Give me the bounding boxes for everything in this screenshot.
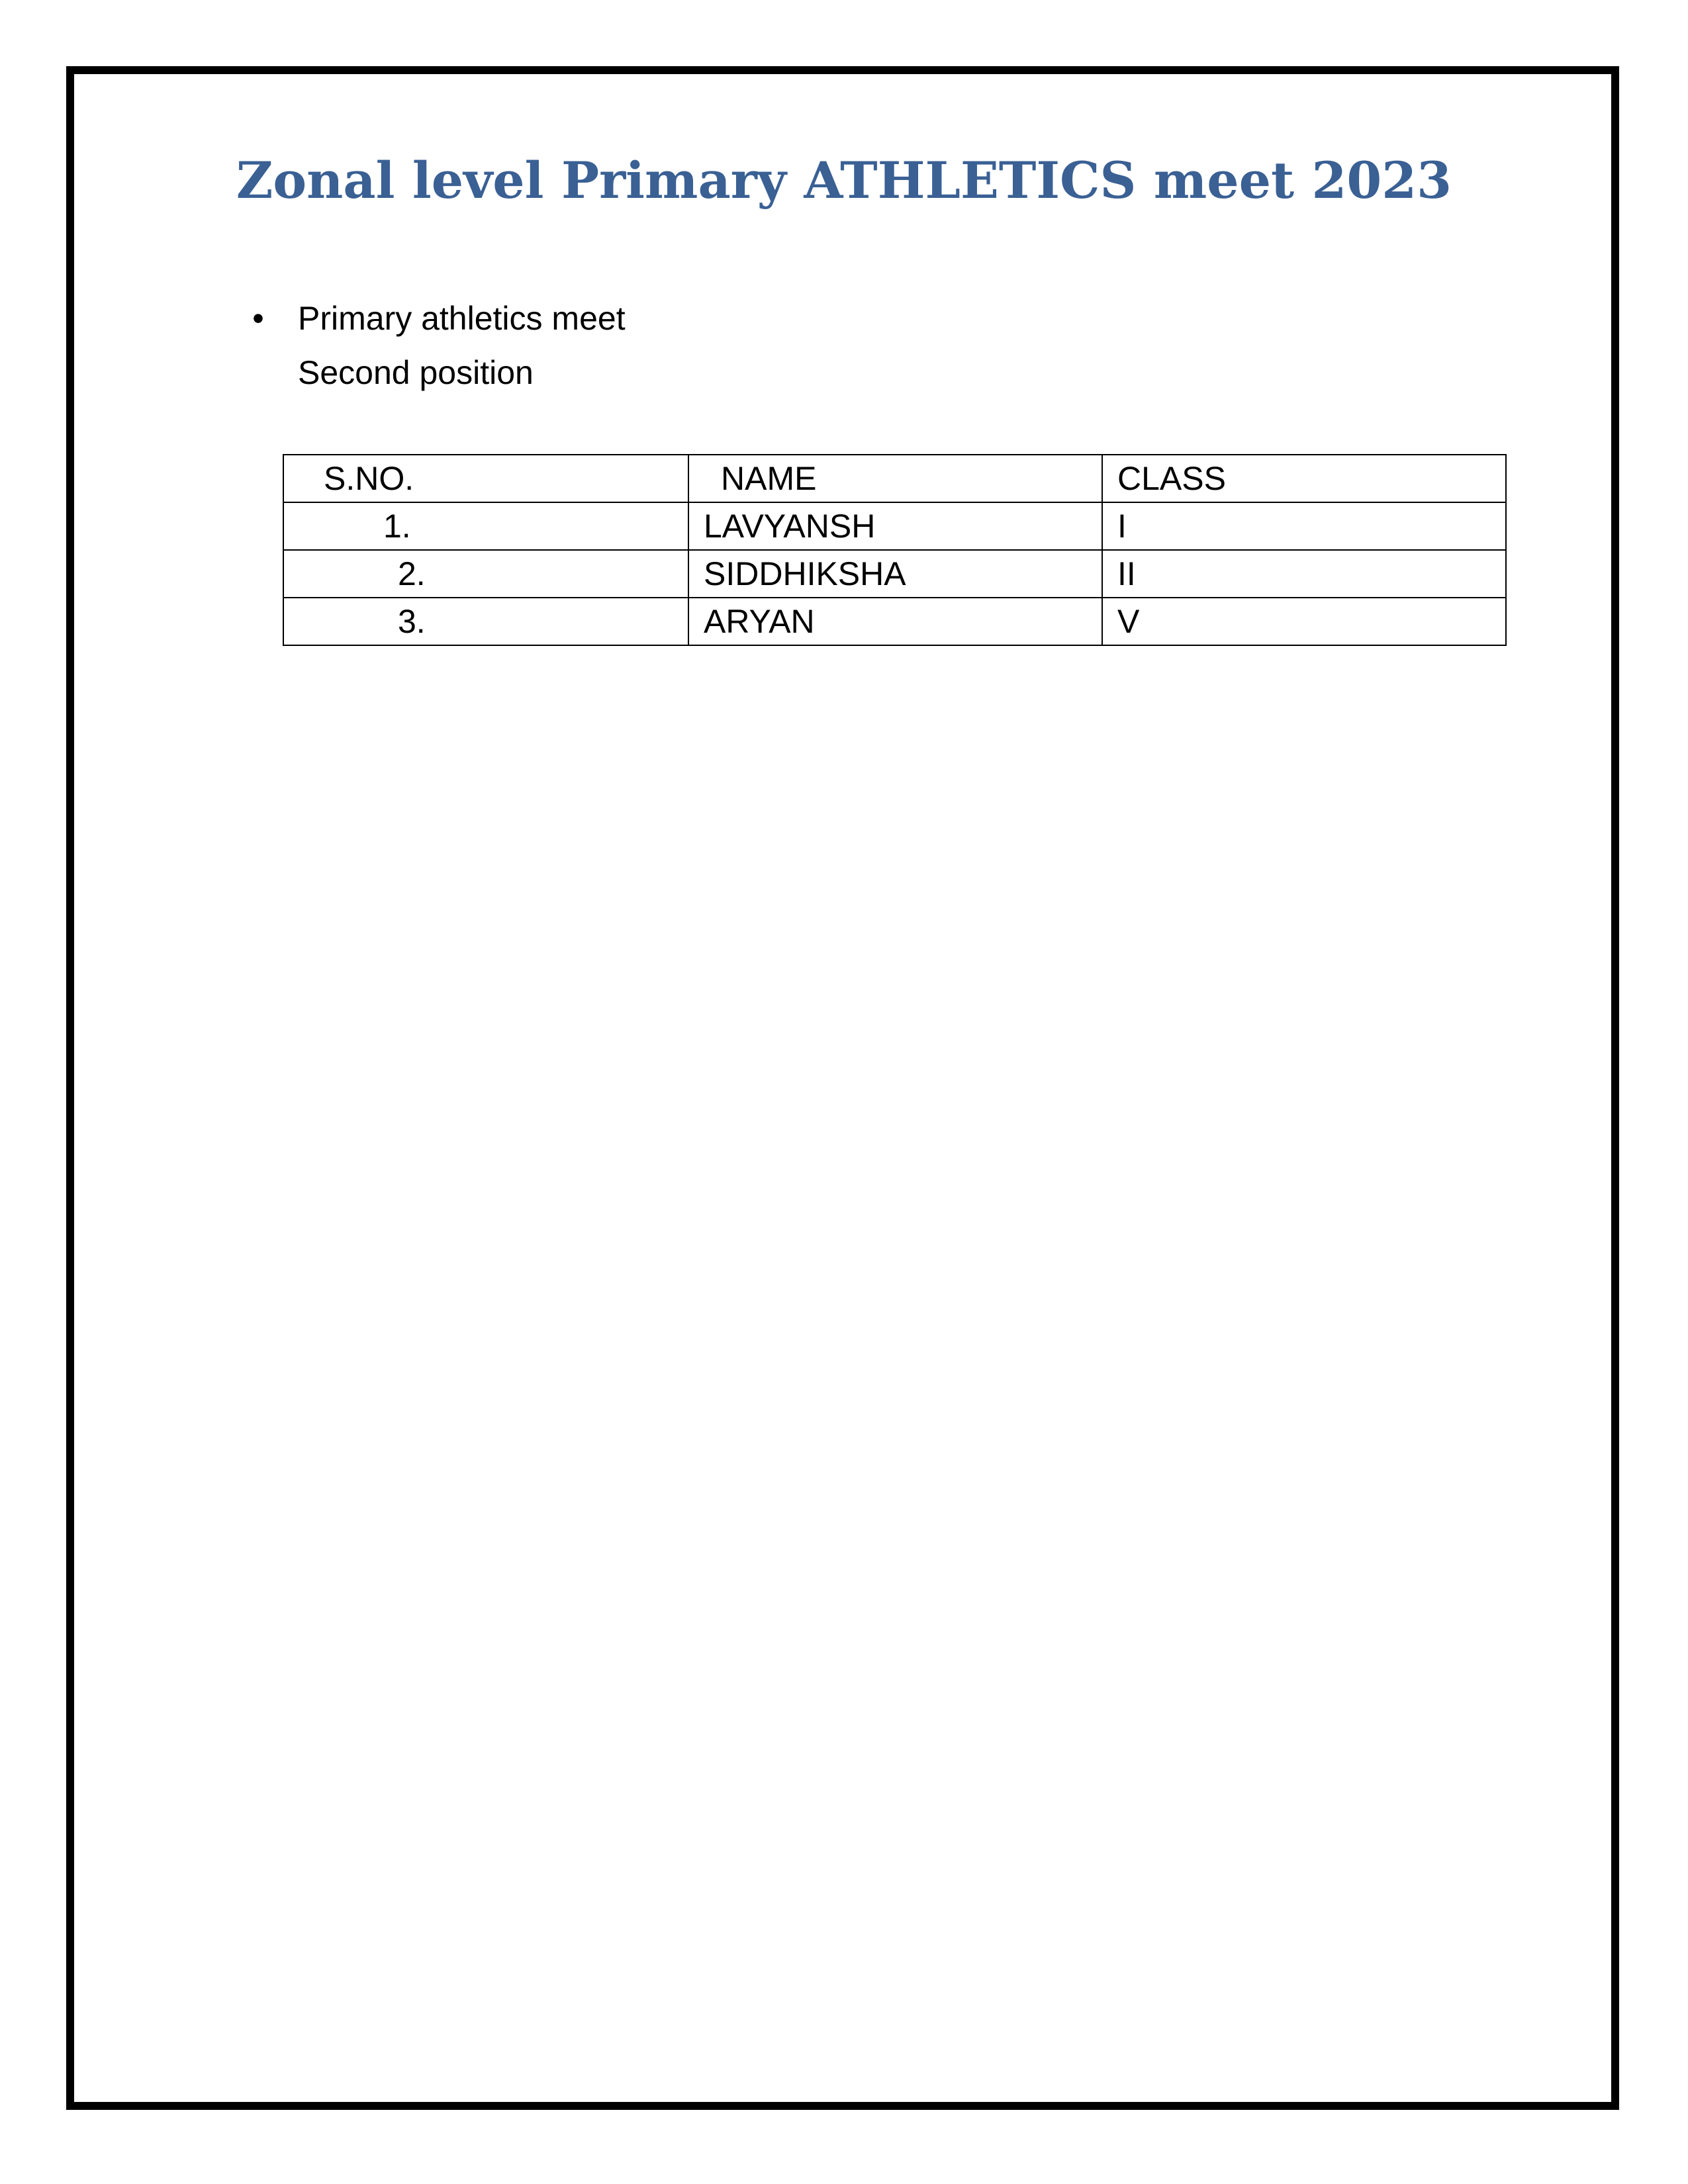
table-header-row <box>283 455 1506 502</box>
table-row <box>283 550 1506 598</box>
event-name: Primary athletics meet <box>298 300 626 337</box>
bullet-list <box>245 291 626 400</box>
cell-sno: 2. <box>283 550 688 598</box>
page-title: Zonal level Primary ATHLETICS meet 2023 <box>236 151 1452 210</box>
cell-class: II <box>1102 550 1506 598</box>
header-class: CLASS <box>1102 455 1506 502</box>
list-item <box>245 291 626 400</box>
cell-class: I <box>1102 502 1506 550</box>
cell-name: LAVYANSH <box>688 502 1102 550</box>
results-table <box>283 454 1507 646</box>
cell-sno: 1. <box>283 502 688 550</box>
bullet-icon: • <box>252 300 264 337</box>
cell-sno: 3. <box>283 598 688 645</box>
header-sno: S.NO. <box>283 455 688 502</box>
cell-name: ARYAN <box>688 598 1102 645</box>
table-row <box>283 598 1506 645</box>
cell-class: V <box>1102 598 1506 645</box>
table-row <box>283 502 1506 550</box>
header-name: NAME <box>688 455 1102 502</box>
cell-name: SIDDHIKSHA <box>688 550 1102 598</box>
event-position: Second position <box>298 354 534 391</box>
